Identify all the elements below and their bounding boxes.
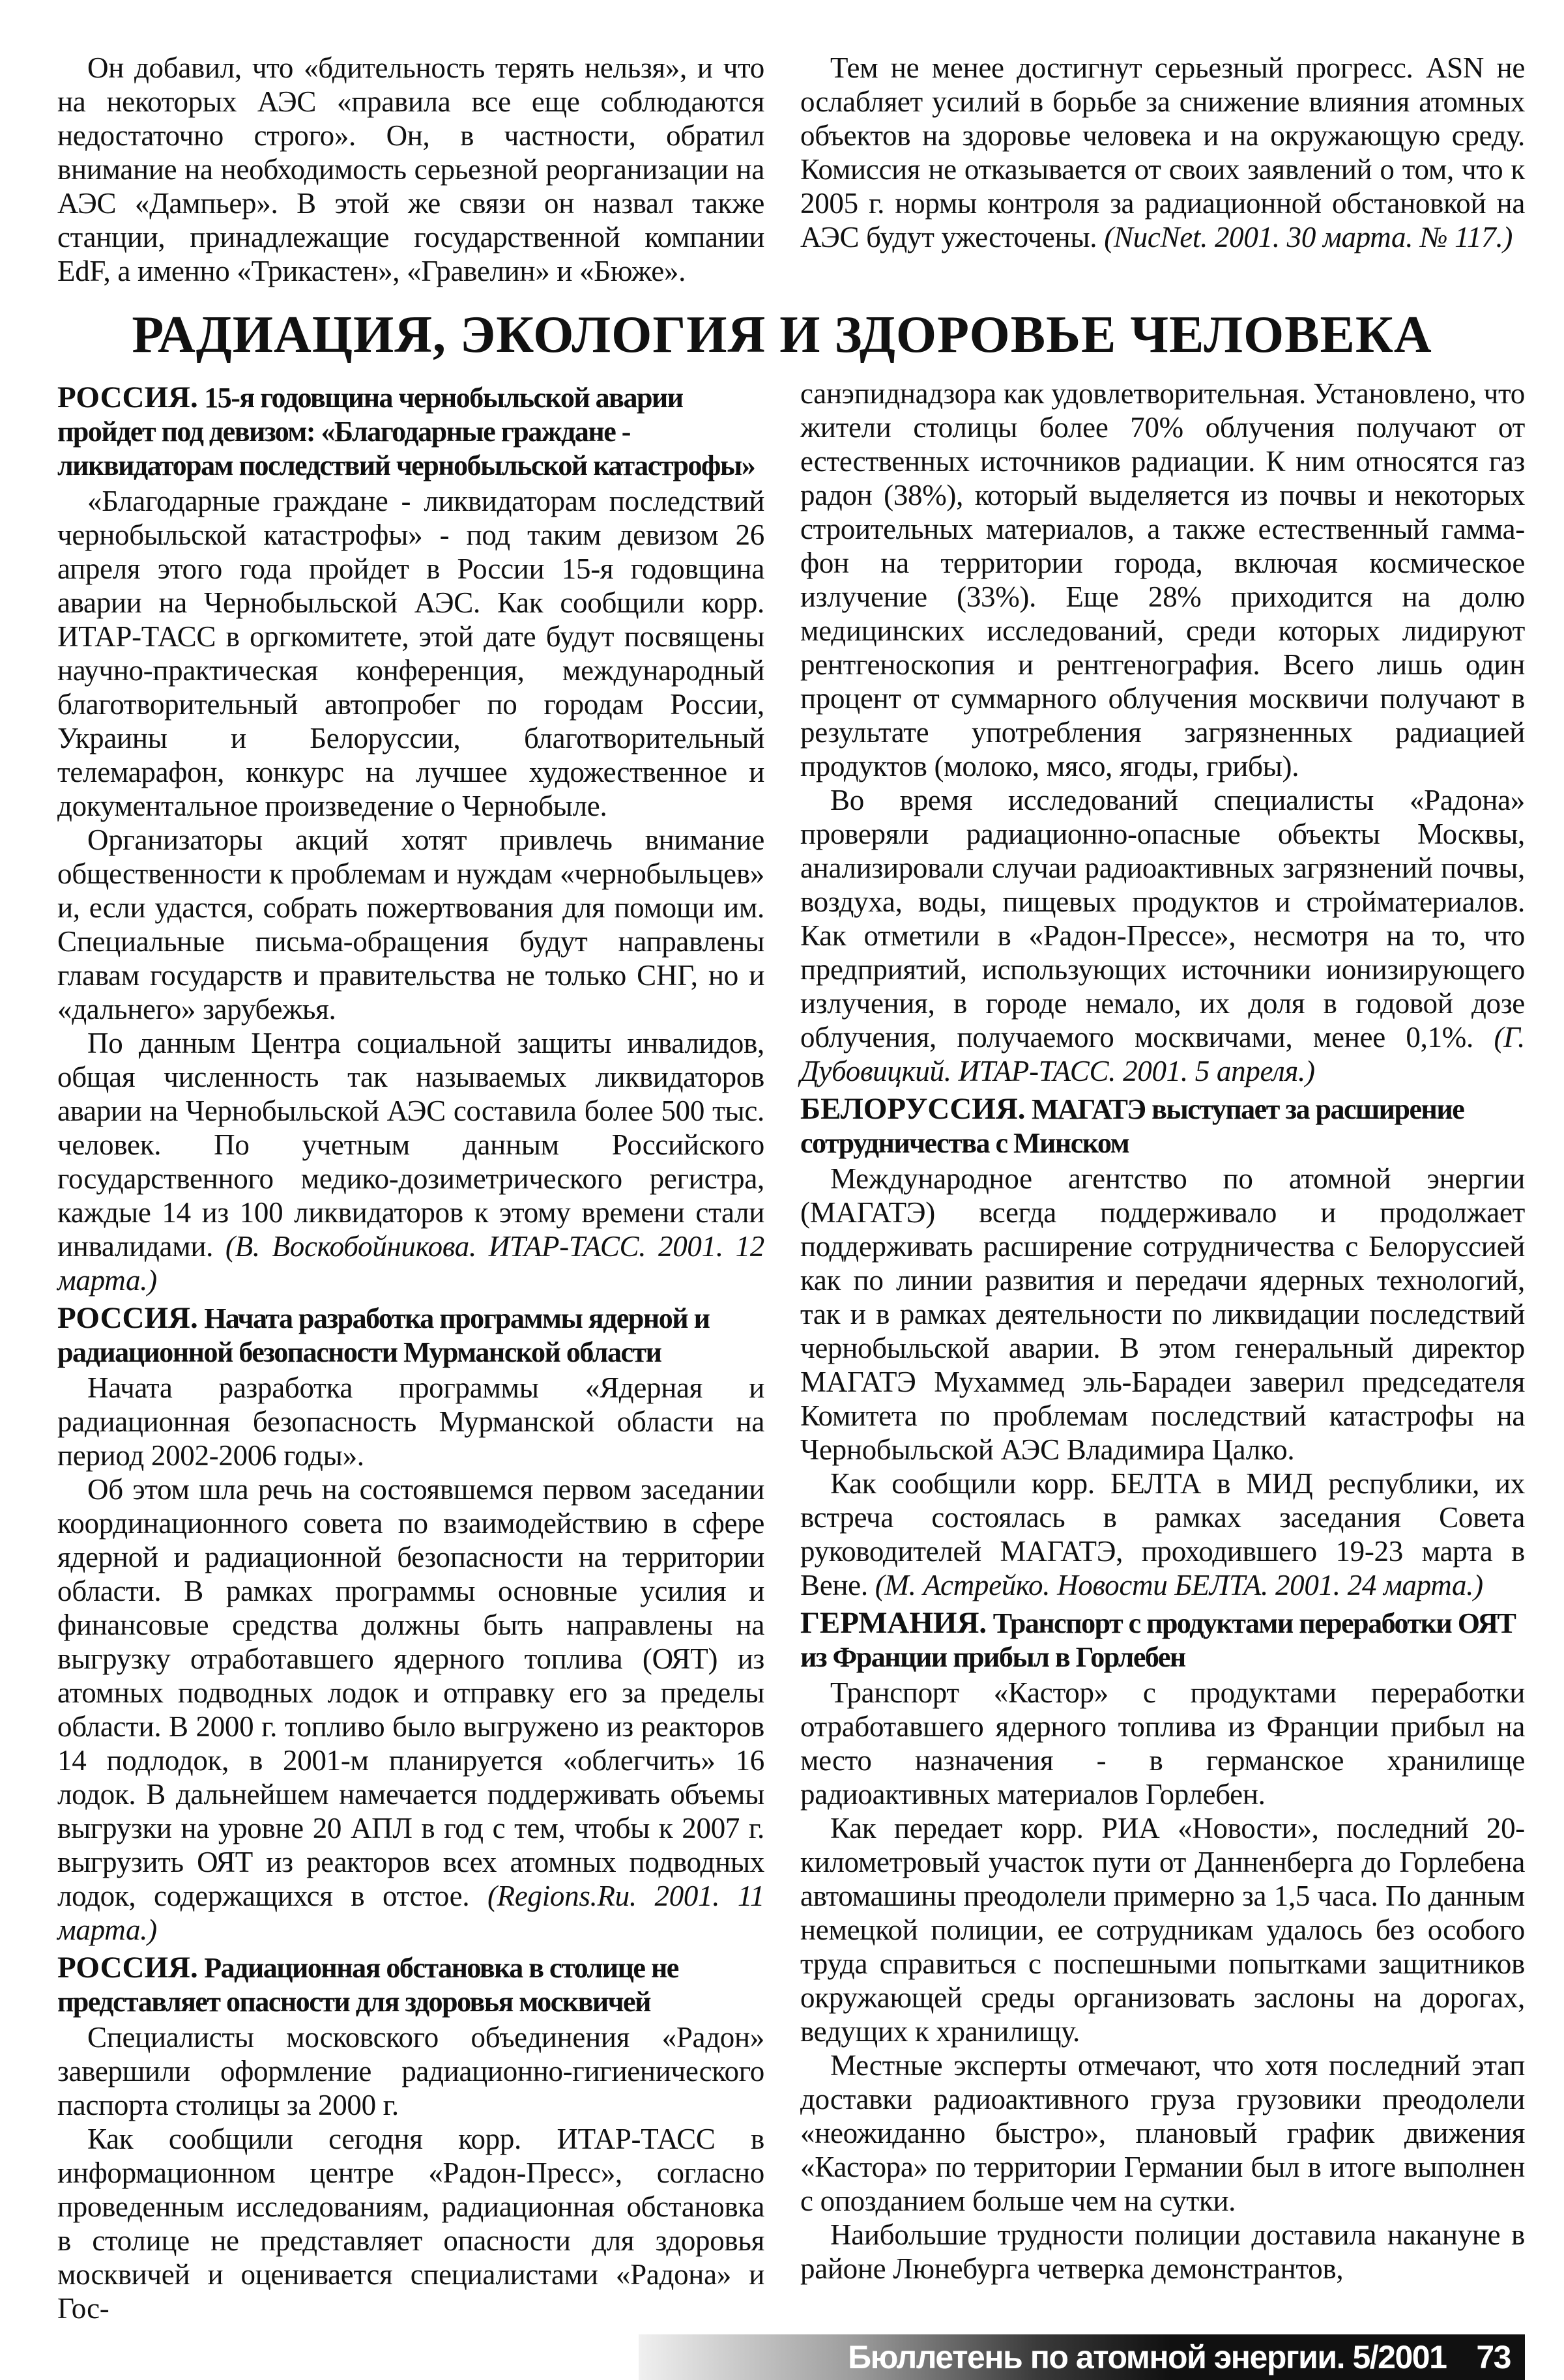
paragraph-text: Об этом шла речь на состоявшемся первом заседании координационного совета по взаимодействию в сфере ядерной и радиационной безопасности на территории области. В рамках программы основные усилия и финансовые средства должны быть направлены на выгрузку отработавшего ядерного топлива (ОЯТ) из атомных подводных лодок и отправку его за пределы области. В 2000 г. топливо было выгружено из реакторов 14 подлодок, в 2001-м планируется «облегчить» 16 лодок. В дальнейшем намечается поддерживать объемы выгрузки на уровне 20 АПЛ в год с тем, чтобы к 2007 г. выгрузить ОЯТ из реакторов всех атомных подводных лодок, содержащихся в отстое.: [57, 1473, 764, 1912]
paragraph: [800, 51, 1525, 254]
citation: (В. Воскобойникова. ИТАР-ТАСС. 2001. 12 марта.): [57, 1230, 764, 1297]
paragraph-text: Организаторы акций хотят привлечь внимание общественности к проблемам и нуждам «чернобыльцев» и, если удастся, собрать пожертвования для помощи им. Специальные письма-обращения будут направлены главам государств и правительства не только СНГ, но и «дальнего» зарубежья.: [57, 824, 764, 1025]
left-column: [57, 377, 764, 2325]
paragraph: [800, 2048, 1525, 2218]
paragraph-text: Он добавил, что «бдительность терять нельзя», и что на некоторых АЭС «правила все еще соблюдаются недостаточно строго». Он, в частности, обратил внимание на необходимость серьезной реорганизации на АЭС «Дампьер». В этой же связи он назвал также станции, принадлежащие государственной компании EdF, а именно «Трикастен», «Гравелин» и «Бюже».: [57, 51, 764, 287]
paragraph: [57, 484, 764, 823]
paragraph-text: Как сообщили сегодня корр. ИТАР-ТАСС в информационном центре «Радон-Пресс», согласно проведенным исследованиям, радиационная обстановка в столице не представляет опасности для здоровья москвичей и оценивается специалистами «Радона» и Гос-: [57, 2123, 764, 2325]
article: [57, 1951, 764, 2325]
article: [57, 1301, 764, 1947]
paragraph-text: санэпиднадзора как удовлетворительная. Установлено, что жители столицы более 70% облучения получают от естественных источников радиации. К ним относятся газ радон (38%), который выделяется из почвы и некоторых строительных материалов, а также естественный гамма-фон на территории города, включая космическое излучение (33%). Еще 28% приходится на долю медицинских исследований, среди которых лидируют рентгеноскопия и рентгенография. Всего лишь один процент от суммарного облучения москвичи получают в результате употребления загрязненных радиацией продуктов (молоко, мясо, ягоды, грибы).: [800, 377, 1525, 782]
citation: (Г. Дубовицкий. ИТАР-ТАСС. 2001. 5 апреля.): [800, 1021, 1525, 1087]
right-column: [800, 377, 1525, 2286]
paragraph-text: «Благодарные граждане - ликвидаторам последствий чернобыльской катастрофы» - под таким девизом 26 апреля этого года пройдет в России 15-я годовщина аварии на Чернобыльской АЭС. Как сообщили корр. ИТАР-ТАСС в оргкомитете, этой дате будут посвящены научно-практическая конференция, международный благотворительный автопробег по городам России, Украины и Белоруссии, благотворительный телемарафон, конкурс на лучшее художественное и документальное произведение о Чернобыле.: [57, 485, 764, 822]
paragraph: [57, 1472, 764, 1947]
top-section: [57, 51, 1525, 288]
article-headline: [800, 1606, 1525, 1674]
paragraph: [57, 1026, 764, 1297]
paragraph-text: Международное агентство по атомной энергии (МАГАТЭ) всегда поддерживало и продолжает поддерживать расширение сотрудничества с Белоруссией как по линии развития и передачи ядерных технологий, так и в рамках деятельности по ликвидации последствий чернобыльской аварии. В этом генеральный директор МАГАТЭ Мухаммед эль-Барадеи заверил председателя Комитета по проблемам последствий катастрофы на Чернобыльской АЭС Владимира Цалко.: [800, 1162, 1525, 1466]
citation: (Regions.Ru. 2001. 11 марта.): [57, 1880, 764, 1946]
paragraph-text: Тем не менее достигнут серьезный прогресс. ASN не ослабляет усилий в борьбе за снижение влияния атомных объектов на здоровье человека и на окружающую среду. Комиссия не отказывается от своих заявлений о том, что к 2005 г. нормы контроля за радиационной обстановкой на АЭС будут ужесточены.: [800, 51, 1525, 253]
paragraph-text: Наибольшие трудности полиции доставила накануне в районе Люнебурга четверка демонстрантов,: [800, 2218, 1525, 2285]
paragraph: [57, 2122, 764, 2325]
paragraph: [800, 1811, 1525, 2048]
paragraph-text: Местные эксперты отмечают, что хотя последний этап доставки радиоактивного груза грузовики преодолели «неожиданно быстро», плановый график движения «Кастора» по территории Германии был в итоге выполнен с опозданием больше чем на сутки.: [800, 2049, 1525, 2217]
article-headline: [57, 1951, 764, 2019]
paragraph: [57, 823, 764, 1026]
headline-country: РОССИЯ.: [57, 1951, 198, 1985]
paragraph-text: Как сообщили корр. БЕЛТА в МИД республики, их встреча состоялась в рамках заседания Совета руководителей МАГАТЭ, проходившего 19-23 марта в Вене.: [800, 1467, 1525, 1601]
paragraph-text: Как передает корр. РИА «Новости», последний 20-километровый участок пути от Данненберга до Горлебена автомашины преодолели примерно за 1,5 часа. По данным немецкой полиции, ее сотрудникам удалось без особого труда справиться с поспешными попытками защитников окружающей среды организовать заслоны на дорогах, ведущих к хранилищу.: [800, 1812, 1525, 2048]
paragraph: [800, 1162, 1525, 1467]
paragraph: [800, 2218, 1525, 2286]
paragraph-text: Транспорт «Кастор» с продуктами переработки отработавшего ядерного топлива из Франции прибыл на место назначения - в германское хранилище радиоактивных материалов Горлебен.: [800, 1676, 1525, 1811]
headline-country: РОССИЯ.: [57, 1301, 198, 1335]
headline-text: Радиационная обстановка в столице не представляет опасности для здоровья москвичей: [57, 1952, 678, 2018]
paragraph: [57, 2020, 764, 2122]
paragraph-text: Во время исследований специалисты «Радона» проверяли радиационно-опасные объекты Москвы, анализировали случаи радиоактивных загрязнений почвы, воздуха, воды, пищевых продуктов и стройматериалов. Как отметили в «Радон-Прессе», несмотря на то, что предприятий, использующих источники ионизирующего излучения, в городе немало, их доля в годовой дозе облучения, получаемого москвичами, менее 0,1%.: [800, 784, 1525, 1054]
article-headline: [57, 380, 764, 483]
paragraph-text: По данным Центра социальной защиты инвалидов, общая численность так называемых ликвидаторов аварии на Чернобыльской АЭС составила более 500 тыс. человек. По учетным данным Российского государственного медико-дозиметрического регистра, каждые 14 из 100 ликвидаторов к этому времени стали инвалидами.: [57, 1027, 764, 1263]
article-headline: [57, 1301, 764, 1369]
headline-text: МАГАТЭ выступает за расширение сотрудничества с Минском: [800, 1093, 1464, 1159]
article: [800, 377, 1525, 1088]
citation: (NucNet. 2001. 30 марта. № 117.): [1104, 221, 1513, 253]
article-headline: [800, 1092, 1525, 1160]
headline-country: БЕЛОРУССИЯ.: [800, 1092, 1026, 1126]
paragraph-text: Начата разработка программы «Ядерная и радиационная безопасность Мурманской области на период 2002-2006 годы».: [57, 1371, 764, 1472]
paragraph: [800, 377, 1525, 783]
headline-text: Начата разработка программы ядерной и радиационной безопасности Мурманской области: [57, 1302, 710, 1368]
headline-country: РОССИЯ.: [57, 380, 198, 414]
paragraph: [800, 1467, 1525, 1602]
headline-country: ГЕРМАНИЯ.: [800, 1606, 987, 1640]
headline-text: 15-я годовщина чернобыльской аварии пройдет под девизом: «Благодарные граждане - ликвидаторам последствий чернобыльской катастрофы»: [57, 382, 755, 481]
citation: (М. Астрейко. Новости БЕЛТА. 2001. 24 марта.): [875, 1569, 1483, 1601]
section-title: РАДИАЦИЯ, ЭКОЛОГИЯ И ЗДОРОВЬЕ ЧЕЛОВЕКА: [132, 306, 1432, 364]
paragraph: [57, 1371, 764, 1472]
article: [57, 380, 764, 1297]
page-number: 73: [1476, 2339, 1511, 2375]
top-right-text: [800, 51, 1525, 254]
paragraph: [800, 1676, 1525, 1811]
article-columns: [57, 377, 1525, 2325]
paragraph: [800, 783, 1525, 1088]
top-left-text: [57, 51, 764, 288]
paragraph-text: Специалисты московского объединения «Радон» завершили оформление радиационно-гигиенического паспорта столицы за 2000 г.: [57, 2021, 764, 2121]
publication-name: Бюллетень по атомной энергии. 5/2001: [848, 2339, 1447, 2375]
page-footer: [639, 2334, 1525, 2380]
headline-text: Транспорт с продуктами переработки ОЯТ из Франции прибыл в Горлебен: [800, 1607, 1516, 1673]
article: [800, 1092, 1525, 1602]
paragraph: [57, 51, 764, 288]
article: [800, 1606, 1525, 2286]
